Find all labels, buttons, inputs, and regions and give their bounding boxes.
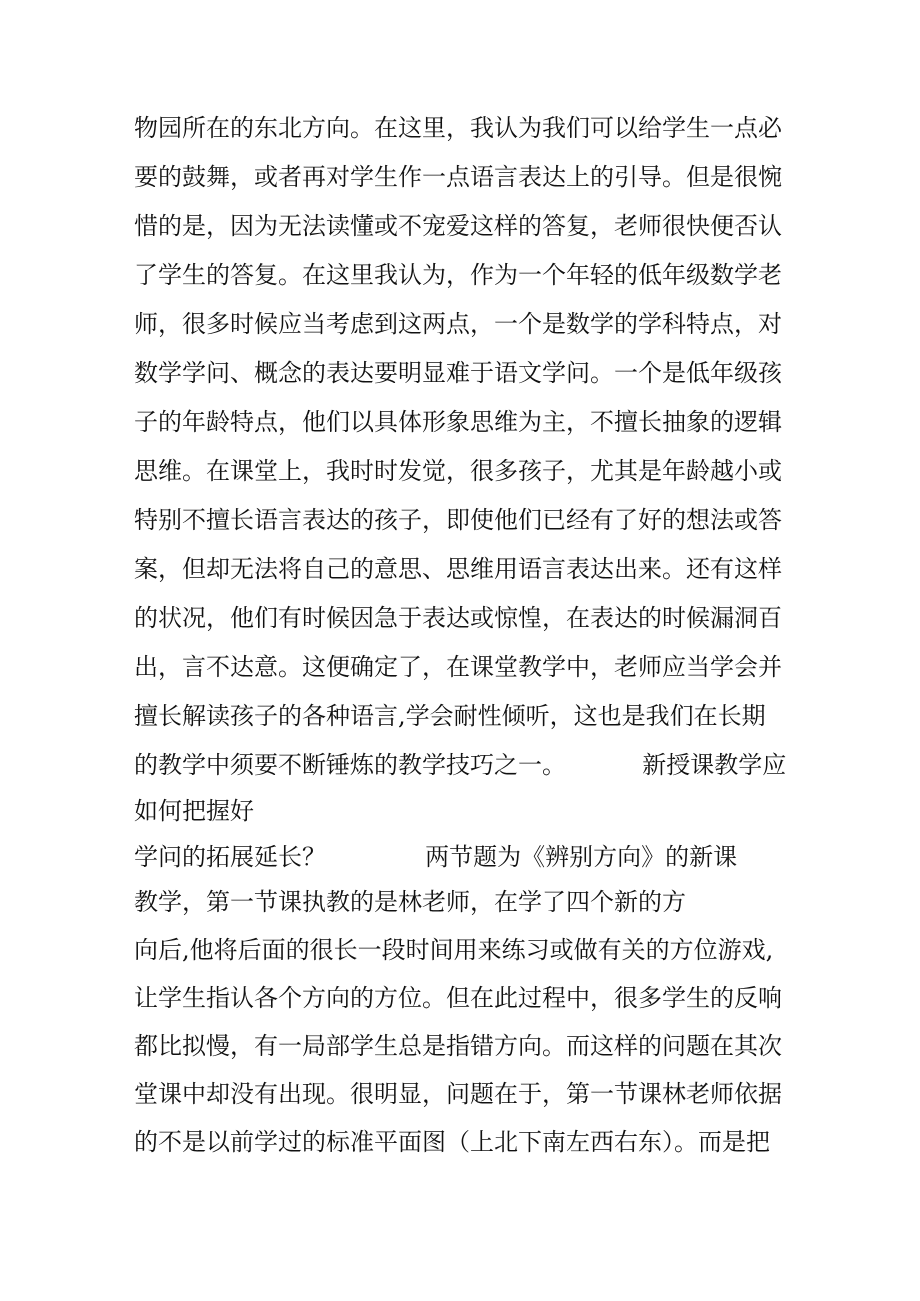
text-line-22: 的不是以前学过的标准平面图（上北下南左西右东）。而是把 bbox=[134, 1128, 770, 1156]
text-line-3: 惜的是，因为无法读懂或不宠爱这样的答复，老师很快便否认 bbox=[134, 212, 782, 240]
text-line-18: 向后,他将后面的很长一段时间用来练习或做有关的方位游戏, bbox=[134, 936, 774, 964]
text-line-15: 如何把握好 bbox=[134, 797, 254, 825]
text-line-12: 出，言不达意。这便确定了，在课堂教学中，老师应当学会并 bbox=[134, 653, 782, 681]
text-line-11: 的状况，他们有时候因急于表达或惊惶，在表达的时候漏洞百 bbox=[134, 604, 782, 632]
text-line-14: 的教学中须要不断锤炼的教学技巧之一。 新授课教学应 bbox=[134, 751, 787, 779]
text-line-16: 学问的拓展延长？ 两节题为《辨别方向》的新课 bbox=[134, 843, 738, 871]
text-line-8: 思维。在课堂上，我时时发觉，很多孩子，尤其是年龄越小或 bbox=[134, 457, 782, 485]
text-line-13: 擅长解读孩子的各种语言,学会耐性倾听，这也是我们在长期 bbox=[134, 702, 766, 730]
text-line-17: 教学，第一节课执教的是林老师，在学了四个新的方 bbox=[134, 888, 686, 916]
text-line-1: 物园所在的东北方向。在这里，我认为我们可以给学生一点必 bbox=[134, 114, 782, 142]
text-line-21: 堂课中却没有出现。很明显，问题在于，第一节课林老师依据 bbox=[134, 1080, 782, 1108]
text-line-20: 都比拟慢，有一局部学生总是指错方向。而这样的问题在其次 bbox=[134, 1032, 782, 1060]
text-line-5: 师，很多时候应当考虑到这两点，一个是数学的学科特点，对 bbox=[134, 310, 782, 338]
text-line-6: 数学学问、概念的表达要明显难于语文学问。一个是低年级孩 bbox=[134, 359, 782, 387]
text-line-19: 让学生指认各个方向的方位。但在此过程中，很多学生的反响 bbox=[134, 984, 782, 1012]
text-line-9: 特别不擅长语言表达的孩子，即使他们已经有了好的想法或答 bbox=[134, 506, 782, 534]
text-line-10: 案，但却无法将自己的意思、思维用语言表达出来。还有这样 bbox=[134, 555, 782, 583]
text-line-4: 了学生的答复。在这里我认为，作为一个年轻的低年级数学老 bbox=[134, 261, 782, 289]
text-line-7: 子的年龄特点，他们以具体形象思维为主，不擅长抽象的逻辑 bbox=[134, 408, 782, 436]
text-line-2: 要的鼓舞，或者再对学生作一点语言表达上的引导。但是很惋 bbox=[134, 163, 782, 191]
